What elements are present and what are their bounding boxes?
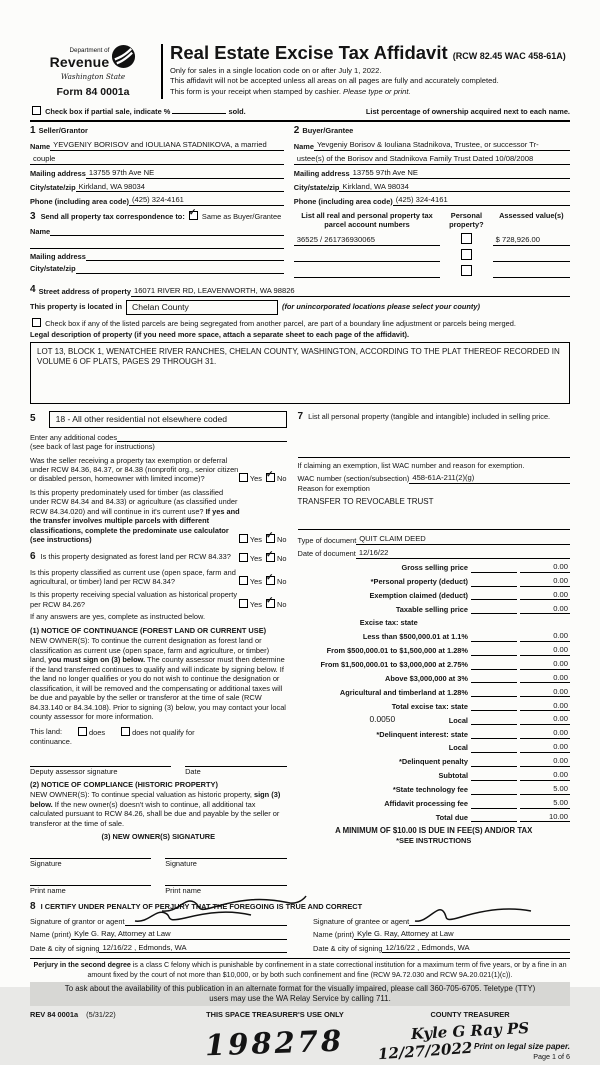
subtitle-1: Only for sales in a single location code on or after July 1, 2022. — [170, 65, 382, 75]
rev-number: REV 84 0001a — [30, 1009, 79, 1019]
section-7-number: 7 — [297, 410, 304, 422]
form-title: Real Estate Excise Tax Affidavit (RCW 82.45 WAC 458-61A) — [170, 42, 566, 63]
signature-label: Signature — [165, 858, 197, 868]
check-mark-icon: ✓ — [266, 594, 274, 605]
located-in-note: (for unincorporated locations please select your county) — [282, 302, 480, 312]
state-technology-fee-value[interactable]: 5.00 — [520, 784, 570, 795]
parcel-field-2[interactable] — [294, 252, 440, 262]
left-column — [30, 411, 287, 896]
parcel-field-3[interactable] — [294, 268, 440, 278]
additional-codes-field[interactable] — [117, 433, 286, 443]
no-label: No — [277, 554, 287, 564]
grantee-name-field[interactable]: Kyle G. Ray, Attorney at Law — [354, 929, 570, 940]
gross-selling-price-value[interactable]: 0.00 — [520, 562, 570, 573]
date-of-document-label: Date of document — [297, 549, 356, 559]
personal-property-deduct-label: *Personal property (deduct) — [370, 577, 468, 587]
buyer-phone-label: Phone (including area code) — [293, 196, 393, 206]
buyer-mailing-label: Mailing address — [293, 169, 350, 179]
leader-line — [471, 758, 517, 767]
new-owner-signature-line-1[interactable] — [30, 848, 151, 859]
notice-continuance-body: NEW OWNER(S): To continue the current designation as forest land or classification as current use (open space, farm and agriculture, or timber) land, you must sign on (3) below. The county assessor must then determine if the land transferred continues to qualify and will indicate by signing below. If the land no longer qualifies or you do not wish to continue the designation or classification, it will be removed and the compensating or additional taxes will be due and payable by the seller or transferor at the time of sale (RCW 84.33.140 or 84.34.108). Prior to signing (3) below, you may contact your local county assessor for more information. — [30, 636, 286, 722]
section-3-number: 3 — [30, 210, 36, 222]
county-select[interactable]: Chelan County — [126, 300, 278, 315]
corr-mailing-field[interactable] — [86, 252, 284, 262]
signature-label: Signature — [30, 858, 62, 868]
land-use-code-box[interactable]: 18 - All other residential not elsewhere coded — [49, 411, 287, 428]
taxable-selling-price-value[interactable]: 0.00 — [520, 604, 570, 615]
check-mark-icon: ✓ — [266, 572, 274, 583]
continuance-label: continuance. — [30, 737, 72, 747]
current-use-question: Is this property classified as current use (open space, farm and agricultural, or timber) land per RCW 84.34? Yes ✓ No — [30, 567, 287, 587]
exemption-claimed-value[interactable]: 0.00 — [520, 590, 570, 601]
buyer-title: Buyer/Grantee — [302, 125, 354, 135]
corr-mailing-label: Mailing address — [30, 251, 86, 261]
no-label: No — [277, 599, 287, 609]
affidavit-processing-fee-label: Affidavit processing fee — [384, 799, 468, 809]
type-of-document-field[interactable]: QUIT CLAIM DEED — [356, 534, 570, 545]
partial-sale-label: Check box if partial sale, indicate % — [45, 107, 171, 117]
treasurer-handwritten-name: Kyle G Ray PS — [410, 1019, 530, 1044]
legal-description-label: Legal description of property (if you need more space, attach a separate sheet to each page of the affidavit). — [30, 330, 410, 340]
same-as-buyer-label: Same as Buyer/Grantee — [201, 211, 282, 221]
personal-property-field[interactable] — [298, 447, 571, 458]
total-excise-state-label: Total excise tax: state — [391, 701, 468, 711]
same-as-buyer-checkbox[interactable] — [188, 206, 198, 220]
rev-date: (5/31/22) — [86, 1009, 116, 1019]
revenue-label: Revenue — [49, 53, 110, 70]
grantor-signature-label: Signature of grantor or agent — [30, 916, 125, 926]
s5q2-yes-checkbox[interactable] — [239, 534, 248, 543]
segregated-note: Check box if any of the listed parcels are being segregated from another parcel, are part of a boundary line adjustment or parcels being merged. — [45, 318, 516, 328]
seller-title: Seller/Grantor — [38, 125, 88, 135]
print-note: Print on legal size paper. — [473, 1041, 570, 1051]
section-correspondence — [30, 206, 570, 278]
delinquent-interest-state-label: *Delinquent interest: state — [376, 729, 468, 739]
new-owner-signature-row — [30, 848, 287, 868]
assessed-value-header: Assessed value(s) — [499, 210, 564, 220]
treasurer-stamp-number: 198278 — [204, 1023, 346, 1063]
tier1-value[interactable]: 0.00 — [520, 631, 570, 642]
buyer-name-label: Name — [293, 141, 314, 151]
personal-property-header: Personal property? — [449, 210, 484, 230]
exemption-note: If claiming an exemption, list WAC number and reason for exemption. — [297, 461, 525, 471]
perjury-note: Perjury in the second degree is a class C felony which is punishable by confinement in a state correctional institution for a maximum term of five years, or by a fine in an amount fixed by the court of not more than $10,000, or by both such confinement and fine (RCW 9A.72.030 and RCW 9A.20.021(1)(c)). — [30, 958, 570, 979]
grantor-name-field[interactable]: Kyle G. Ray, Attorney at Law — [71, 929, 287, 940]
section-5 — [30, 411, 287, 428]
state-technology-fee-label: *State technology fee — [392, 785, 468, 795]
assessed-field-2[interactable] — [493, 252, 570, 262]
seller-phone-label: Phone (including area code) — [30, 196, 129, 206]
delinquent-interest-local-label: Local — [448, 743, 468, 753]
total-due-value[interactable]: 10.00 — [520, 812, 570, 823]
grantor-date-label: Date & city of signing — [30, 944, 100, 953]
subtitle-3: This form is your receipt when stamped by cashier. Please type or print. — [170, 86, 411, 96]
buyer-city-label: City/state/zip — [293, 182, 340, 192]
washington-state-label: Washington State — [60, 72, 126, 82]
section-certify — [30, 901, 570, 954]
check-mark-icon: ✓ — [266, 549, 274, 560]
personal-property-checkbox-2[interactable] — [461, 249, 472, 260]
dept-of-label: Department of — [69, 46, 110, 54]
leader-line — [471, 716, 517, 725]
grantee-signature-field[interactable] — [409, 917, 570, 927]
grantee-date-field[interactable]: 12/16/22 , Edmonds, WA — [382, 943, 570, 954]
tier4-label: Above $3,000,000 at 3% — [385, 673, 468, 683]
seller-city-label: City/state/zip — [30, 182, 76, 192]
s5q1-no-checkbox[interactable] — [266, 469, 275, 482]
segregated-checkbox[interactable] — [32, 318, 41, 327]
rcw-reference: (RCW 82.45 WAC 458-61A) — [452, 51, 566, 61]
grantee-name-label: Name (print) — [313, 930, 355, 940]
tier3-value[interactable]: 0.00 — [520, 659, 570, 670]
new-owner-print-row — [30, 875, 287, 895]
delinquent-penalty-label: *Delinquent penalty — [399, 757, 468, 767]
check-mark-icon: ✓ — [266, 530, 274, 541]
reason-for-exemption-label: Reason for exemption — [297, 483, 370, 493]
correspondence-label: Send all property tax correspondence to: — [40, 211, 185, 221]
wac-number-field[interactable]: 458-61A-211(2)(g) — [409, 473, 570, 484]
timber-question: Is this property predominately used for timber (as classified under RCW 84.34 and 84.33) or agriculture (as classified under RCW 84.34.020) and will continue in it's current use? If yes and the transfer involves multiple parcels with different classifications, complete the predominate use calculator (see instructions) Yes ✓ No — [30, 487, 287, 545]
buyer-phone-field[interactable]: (425) 324-4161 — [393, 195, 570, 206]
section-1-number: 1 — [30, 124, 36, 136]
seller-phone-field[interactable]: (425) 324-4161 — [129, 195, 284, 206]
delinquent-interest-state-value[interactable]: 0.00 — [520, 728, 570, 739]
excise-tax-state-header: Excise tax: state — [359, 618, 418, 628]
s6q3-yes-checkbox[interactable] — [239, 599, 248, 608]
legal-description-box[interactable]: LOT 13, BLOCK 1, WENATCHEE RIVER RANCHES, CHELAN COUNTY, WASHINGTON, ACCORDING TO THE PLAT THEREOF RECORDED IN VOLUME 6 OF PLATS, PAGES 29 THROUGH 31. — [30, 342, 570, 404]
dor-swirl-logo-icon — [111, 44, 136, 71]
seller-mailing-field[interactable]: 13755 97th Ave NE — [86, 168, 284, 179]
gross-selling-price-label: Gross selling price — [401, 563, 468, 573]
notice-compliance-title: (2) NOTICE OF COMPLIANCE (HISTORIC PROPERTY) — [30, 779, 218, 789]
deputy-date-line[interactable] — [185, 756, 286, 767]
form-number: Form 84 0001a — [56, 85, 130, 98]
section-6-number: 6 — [30, 550, 36, 562]
section-buyer — [294, 125, 570, 206]
total-excise-state-value[interactable]: 0.00 — [520, 701, 570, 712]
leader-line — [471, 744, 517, 753]
minimum-due-note: A MINIMUM OF $10.00 IS DUE IN FEE(S) AND/OR TAX — [335, 826, 533, 836]
section-8-number: 8 — [30, 900, 36, 912]
grantee-signature-label: Signature of grantee or agent — [313, 916, 410, 926]
seller-name-field[interactable]: YEVGENIY BORISOV and IOULIANA STADNIKOVA, a married — [50, 140, 284, 151]
right-column — [298, 411, 571, 896]
parcel-numbers-header: List all real and personal property tax parcel account numbers — [301, 210, 433, 230]
section-property — [30, 284, 570, 404]
header-rule — [30, 120, 570, 122]
s6q1-yes-checkbox[interactable] — [239, 553, 248, 562]
leader-line — [471, 647, 517, 656]
corr-city-field[interactable] — [76, 264, 284, 274]
section-seller — [30, 125, 284, 206]
exemption-question: Was the seller receiving a property tax exemption or deferral under RCW 84.36, 84.37, or 84.38 (nonprofit org., senior citizen or disabled person, homeowner with limited income)? Yes ✓ No — [30, 455, 287, 484]
partial-percent-field[interactable] — [172, 106, 226, 114]
personal-property-intro: List all personal property (tangible and intangible) included in selling price. — [308, 411, 551, 421]
header — [30, 44, 570, 99]
s6q2-yes-checkbox[interactable] — [239, 576, 248, 585]
yes-label: Yes — [249, 577, 262, 587]
leader-line — [471, 564, 517, 573]
local-label: Local — [448, 715, 468, 725]
buyer-name-field[interactable]: Yevgeniy Borisov & Iouliana Stadnikova, Trustee, or successor Tr- — [314, 140, 570, 151]
does-not-checkbox[interactable] — [121, 727, 130, 736]
delinquent-penalty-value[interactable]: 0.00 — [520, 756, 570, 767]
corr-name-label: Name — [30, 226, 51, 236]
ownership-note: List percentage of ownership acquired next to each name. — [365, 107, 570, 117]
yes-label: Yes — [249, 554, 262, 564]
leader-line — [471, 674, 517, 683]
total-due-label: Total due — [435, 813, 468, 822]
subtotal-value[interactable]: 0.00 — [520, 770, 570, 781]
header-divider — [161, 44, 163, 99]
local-value[interactable]: 0.00 — [520, 714, 570, 725]
delinquent-interest-local-value[interactable]: 0.00 — [520, 742, 570, 753]
grantee-date-label: Date & city of signing — [313, 944, 383, 953]
check-mark-icon: ✓ — [266, 469, 274, 480]
land-qualify-row — [30, 727, 287, 737]
leader-line — [471, 800, 517, 809]
additional-codes-label: Enter any additional codes — [30, 432, 118, 442]
s5q1-yes-checkbox[interactable] — [239, 473, 248, 482]
leader-line — [471, 688, 517, 697]
if-yes-note: If any answers are yes, complete as instructed below. — [30, 612, 205, 622]
money-table — [298, 562, 571, 846]
grantor-date-field[interactable]: 12/16/22 , Edmonds, WA — [99, 943, 287, 954]
this-land-label: This land: — [30, 726, 63, 736]
seller-name-label: Name — [30, 141, 51, 151]
does-label: does — [89, 727, 106, 737]
no-label: No — [277, 577, 287, 587]
section-2-number: 2 — [293, 124, 300, 136]
corr-name-field-2[interactable] — [30, 239, 284, 249]
tier2-value[interactable]: 0.00 — [520, 645, 570, 656]
personal-property-checkbox-1[interactable] — [461, 233, 472, 244]
print-name-label: Print name — [30, 886, 66, 896]
historic-question: Is this property receiving special valuation as historical property per RCW 84.26? Yes ✓ No — [30, 590, 287, 609]
sold-label: sold. — [228, 107, 246, 117]
check-mark-icon: ✓ — [188, 206, 197, 217]
corr-name-field[interactable] — [50, 227, 284, 237]
county-treasurer-label: COUNTY TREASURER — [430, 1009, 510, 1019]
leader-line — [471, 730, 517, 739]
deputy-date-label: Date — [185, 766, 201, 776]
certify-heading: I CERTIFY UNDER PENALTY OF PERJURY THAT THE FOREGOING IS TRUE AND CORRECT — [40, 901, 363, 911]
grantor-signature-field[interactable] — [125, 917, 288, 927]
page-number: Page 1 of 6 — [533, 1052, 570, 1061]
new-owners-signature-title: (3) NEW OWNER(S) SIGNATURE — [101, 832, 216, 842]
subtotal-label: Subtotal — [438, 771, 468, 781]
seller-name-field-2[interactable]: couple — [30, 154, 284, 165]
reason-field-line[interactable] — [298, 519, 571, 530]
section-5-number: 5 — [30, 412, 36, 424]
s6q3-no-checkbox[interactable] — [266, 594, 275, 608]
section-4-number: 4 — [30, 283, 36, 295]
dor-logo-block — [30, 44, 156, 99]
seller-mailing-label: Mailing address — [30, 169, 86, 179]
no-label: No — [277, 535, 287, 545]
treasurer-space-label: THIS SPACE TREASURER'S USE ONLY — [206, 1009, 344, 1019]
new-owner-print-line-1[interactable] — [30, 875, 151, 886]
assessed-field-1[interactable]: $ 728,926.00 — [493, 235, 570, 246]
leader-line — [471, 786, 517, 795]
buyer-name-field-2[interactable]: ustee(s) of the Borisov and Stadnikova Family Trust Dated 10/08/2008 — [294, 154, 570, 165]
new-owner-signature-line-2[interactable] — [165, 848, 286, 859]
s6q1-no-checkbox[interactable] — [266, 549, 275, 562]
deputy-assessor-row — [30, 756, 287, 776]
wac-number-label: WAC number (section/subsection) — [297, 474, 410, 484]
personal-property-deduct-value[interactable]: 0.00 — [520, 576, 570, 587]
tier1-label: Less than $500,000.01 at 1.1% — [362, 632, 468, 642]
grantor-name-label: Name (print) — [30, 930, 72, 940]
leader-line — [471, 591, 517, 600]
leader-line — [471, 661, 517, 670]
located-in-label: This property is located in — [30, 302, 122, 312]
yes-label: Yes — [249, 535, 262, 545]
see-back-note: (see back of last page for instructions) — [30, 442, 155, 452]
assessed-field-3[interactable] — [493, 268, 570, 278]
partial-sale-row — [30, 106, 570, 116]
tier3-label: From $1,500,000.01 to $3,000,000 at 2.75% — [320, 660, 468, 670]
notice-continuance-title: (1) NOTICE OF CONTINUANCE (FOREST LAND OR CURRENT USE) — [30, 625, 267, 635]
buyer-city-field[interactable]: Kirkland, WA 98034 — [339, 182, 570, 193]
buyer-mailing-field[interactable]: 13755 97th Ave NE — [350, 168, 570, 179]
type-of-document-label: Type of document — [297, 535, 357, 545]
does-not-label: does not qualify for — [132, 727, 195, 737]
tier2-label: From $500,000.01 to $1,500,000 at 1.28% — [326, 646, 468, 656]
subtitle-2: This affidavit will not be accepted unless all areas on all pages are fully and accurately completed. — [170, 76, 499, 86]
s5q2-no-checkbox[interactable] — [266, 530, 275, 543]
leader-line — [471, 702, 517, 711]
see-instructions-note: *SEE INSTRUCTIONS — [396, 836, 472, 846]
notice-compliance-body: NEW OWNER(S): To continue special valuation as historic property, sign (3) below. If the new owner(s) doesn't wish to continue, all additional tax calculated pursuant to RCW 84.26, shall be due and payable by the seller or transferor at the time of sale. — [30, 790, 281, 828]
treasurer-handwritten-date: 12/27/2022 — [376, 1038, 473, 1063]
yes-label: Yes — [249, 474, 262, 484]
reason-for-exemption-value[interactable]: TRANSFER TO REVOCABLE TRUST — [297, 497, 434, 507]
agricultural-label: Agricultural and timberland at 1.28% — [339, 687, 468, 697]
partial-sale-checkbox[interactable] — [32, 106, 41, 115]
footer — [30, 1010, 570, 1063]
corr-city-label: City/state/zip — [30, 264, 76, 274]
print-name-label: Print name — [165, 886, 201, 896]
local-rate: 0.0050 — [369, 714, 396, 725]
s6q2-no-checkbox[interactable] — [266, 572, 275, 585]
street-address-label: Street address of property — [38, 287, 131, 297]
agricultural-value[interactable]: 0.00 — [520, 687, 570, 698]
accessibility-note: To ask about the availability of this publication in an alternate format for the visually impaired, please call 360-705-6705. Teletype (TTY) users may use the WA Relay Service by calling 711. — [30, 982, 570, 1006]
leader-line — [471, 813, 517, 822]
leader-line — [471, 633, 517, 642]
no-label: No — [277, 474, 287, 484]
deputy-assessor-label: Deputy assessor signature — [30, 766, 118, 776]
forest-land-question: 6 Is this property designated as forest land per RCW 84.33? Yes ✓ No — [30, 549, 287, 564]
street-address-field[interactable]: 16071 RIVER RD, LEAVENWORTH, WA 98826 — [131, 286, 570, 297]
yes-label: Yes — [249, 599, 262, 609]
tier4-value[interactable]: 0.00 — [520, 673, 570, 684]
affidavit-processing-fee-value[interactable]: 5.00 — [520, 798, 570, 809]
deputy-assessor-signature-line[interactable] — [30, 756, 171, 767]
taxable-selling-price-label: Taxable selling price — [395, 604, 468, 614]
leader-line — [471, 605, 517, 614]
leader-line — [471, 772, 517, 781]
exemption-claimed-label: Exemption claimed (deduct) — [369, 590, 468, 600]
new-owner-print-line-2[interactable] — [165, 875, 286, 886]
parcel-field-1[interactable]: 36525 / 261736930065 — [294, 235, 440, 246]
does-checkbox[interactable] — [78, 727, 87, 736]
seller-city-field[interactable]: Kirkland, WA 98034 — [76, 182, 284, 193]
section-7 — [298, 411, 571, 424]
date-of-document-field[interactable]: 12/16/22 — [356, 548, 570, 559]
leader-line — [471, 578, 517, 587]
personal-property-checkbox-3[interactable] — [461, 265, 472, 276]
